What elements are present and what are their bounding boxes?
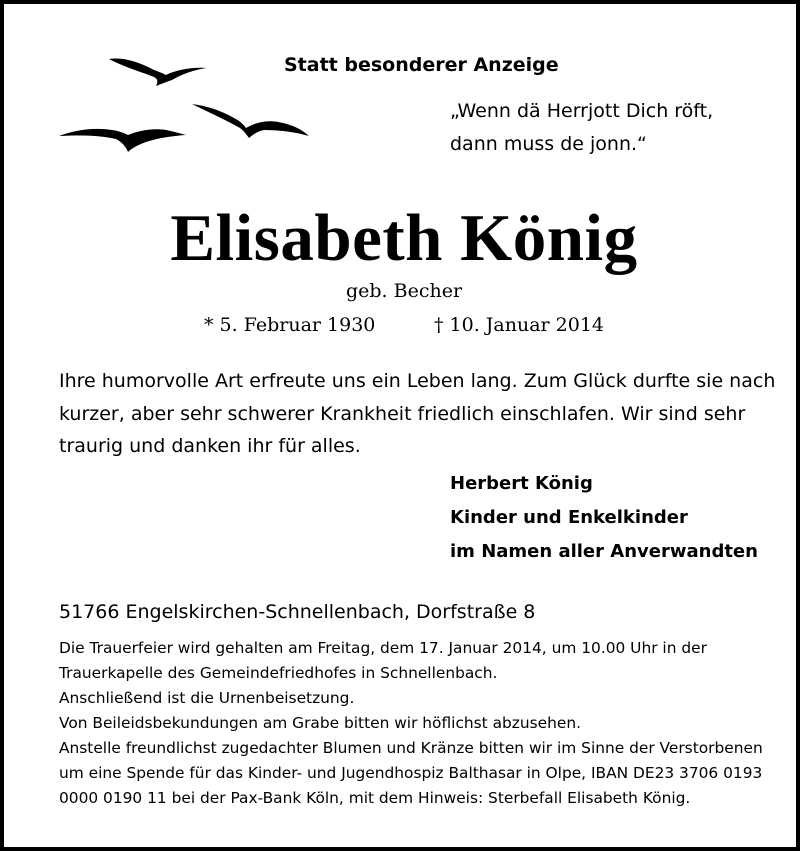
- body-line: traurig und danken ihr für alles.: [59, 435, 361, 457]
- signatory: im Namen aller Anverwandten: [450, 541, 758, 562]
- bird-icon: [59, 129, 186, 152]
- info-line: Von Beileidsbekundungen am Grabe bitten wir höflichst abzusehen.: [59, 714, 581, 732]
- info-line: um eine Spende für das Kinder- und Jugendhospiz Balthasar in Olpe, IBAN DE23 3706 0193: [59, 764, 763, 782]
- address: 51766 Engelskirchen-Schnellenbach, Dorfstraße 8: [59, 601, 536, 623]
- info-line: Anstelle freundlichst zugedachter Blumen und Kränze bitten wir im Sinne der Verstorbenen: [59, 739, 763, 757]
- quote-line-2: dann muss de jonn.“: [450, 133, 647, 155]
- info-line: Die Trauerfeier wird gehalten am Freitag, dem 17. Januar 2014, um 10.00 Uhr in der: [59, 639, 707, 657]
- death-date: † 10. Januar 2014: [434, 314, 605, 336]
- body-line: Ihre humorvolle Art erfreute uns ein Leben lang. Zum Glück durfte sie nach: [59, 370, 776, 392]
- info-line: Trauerkapelle des Gemeindefriedhofes in Schnellenbach.: [59, 664, 498, 682]
- info-line: Anschließend ist die Urnenbeisetzung.: [59, 689, 355, 707]
- signatory: Herbert König: [450, 473, 593, 494]
- quote-line-1: „Wenn dä Herrjott Dich röft,: [450, 100, 714, 122]
- deceased-name: Elisabeth König: [170, 201, 638, 275]
- body-line: kurzer, aber sehr schwerer Krankheit friedlich einschlafen. Wir sind sehr: [59, 403, 746, 425]
- maiden-name: geb. Becher: [345, 280, 463, 302]
- bird-icon: [192, 104, 309, 138]
- signatory: Kinder und Enkelkinder: [450, 507, 688, 528]
- birth-date: * 5. Februar 1930: [204, 314, 376, 336]
- info-line: 0000 0190 11 bei der Pax-Bank Köln, mit dem Hinweis: Sterbefall Elisabeth König.: [59, 789, 691, 807]
- bird-icon: [109, 59, 206, 86]
- notice-header: Statt besonderer Anzeige: [284, 54, 559, 76]
